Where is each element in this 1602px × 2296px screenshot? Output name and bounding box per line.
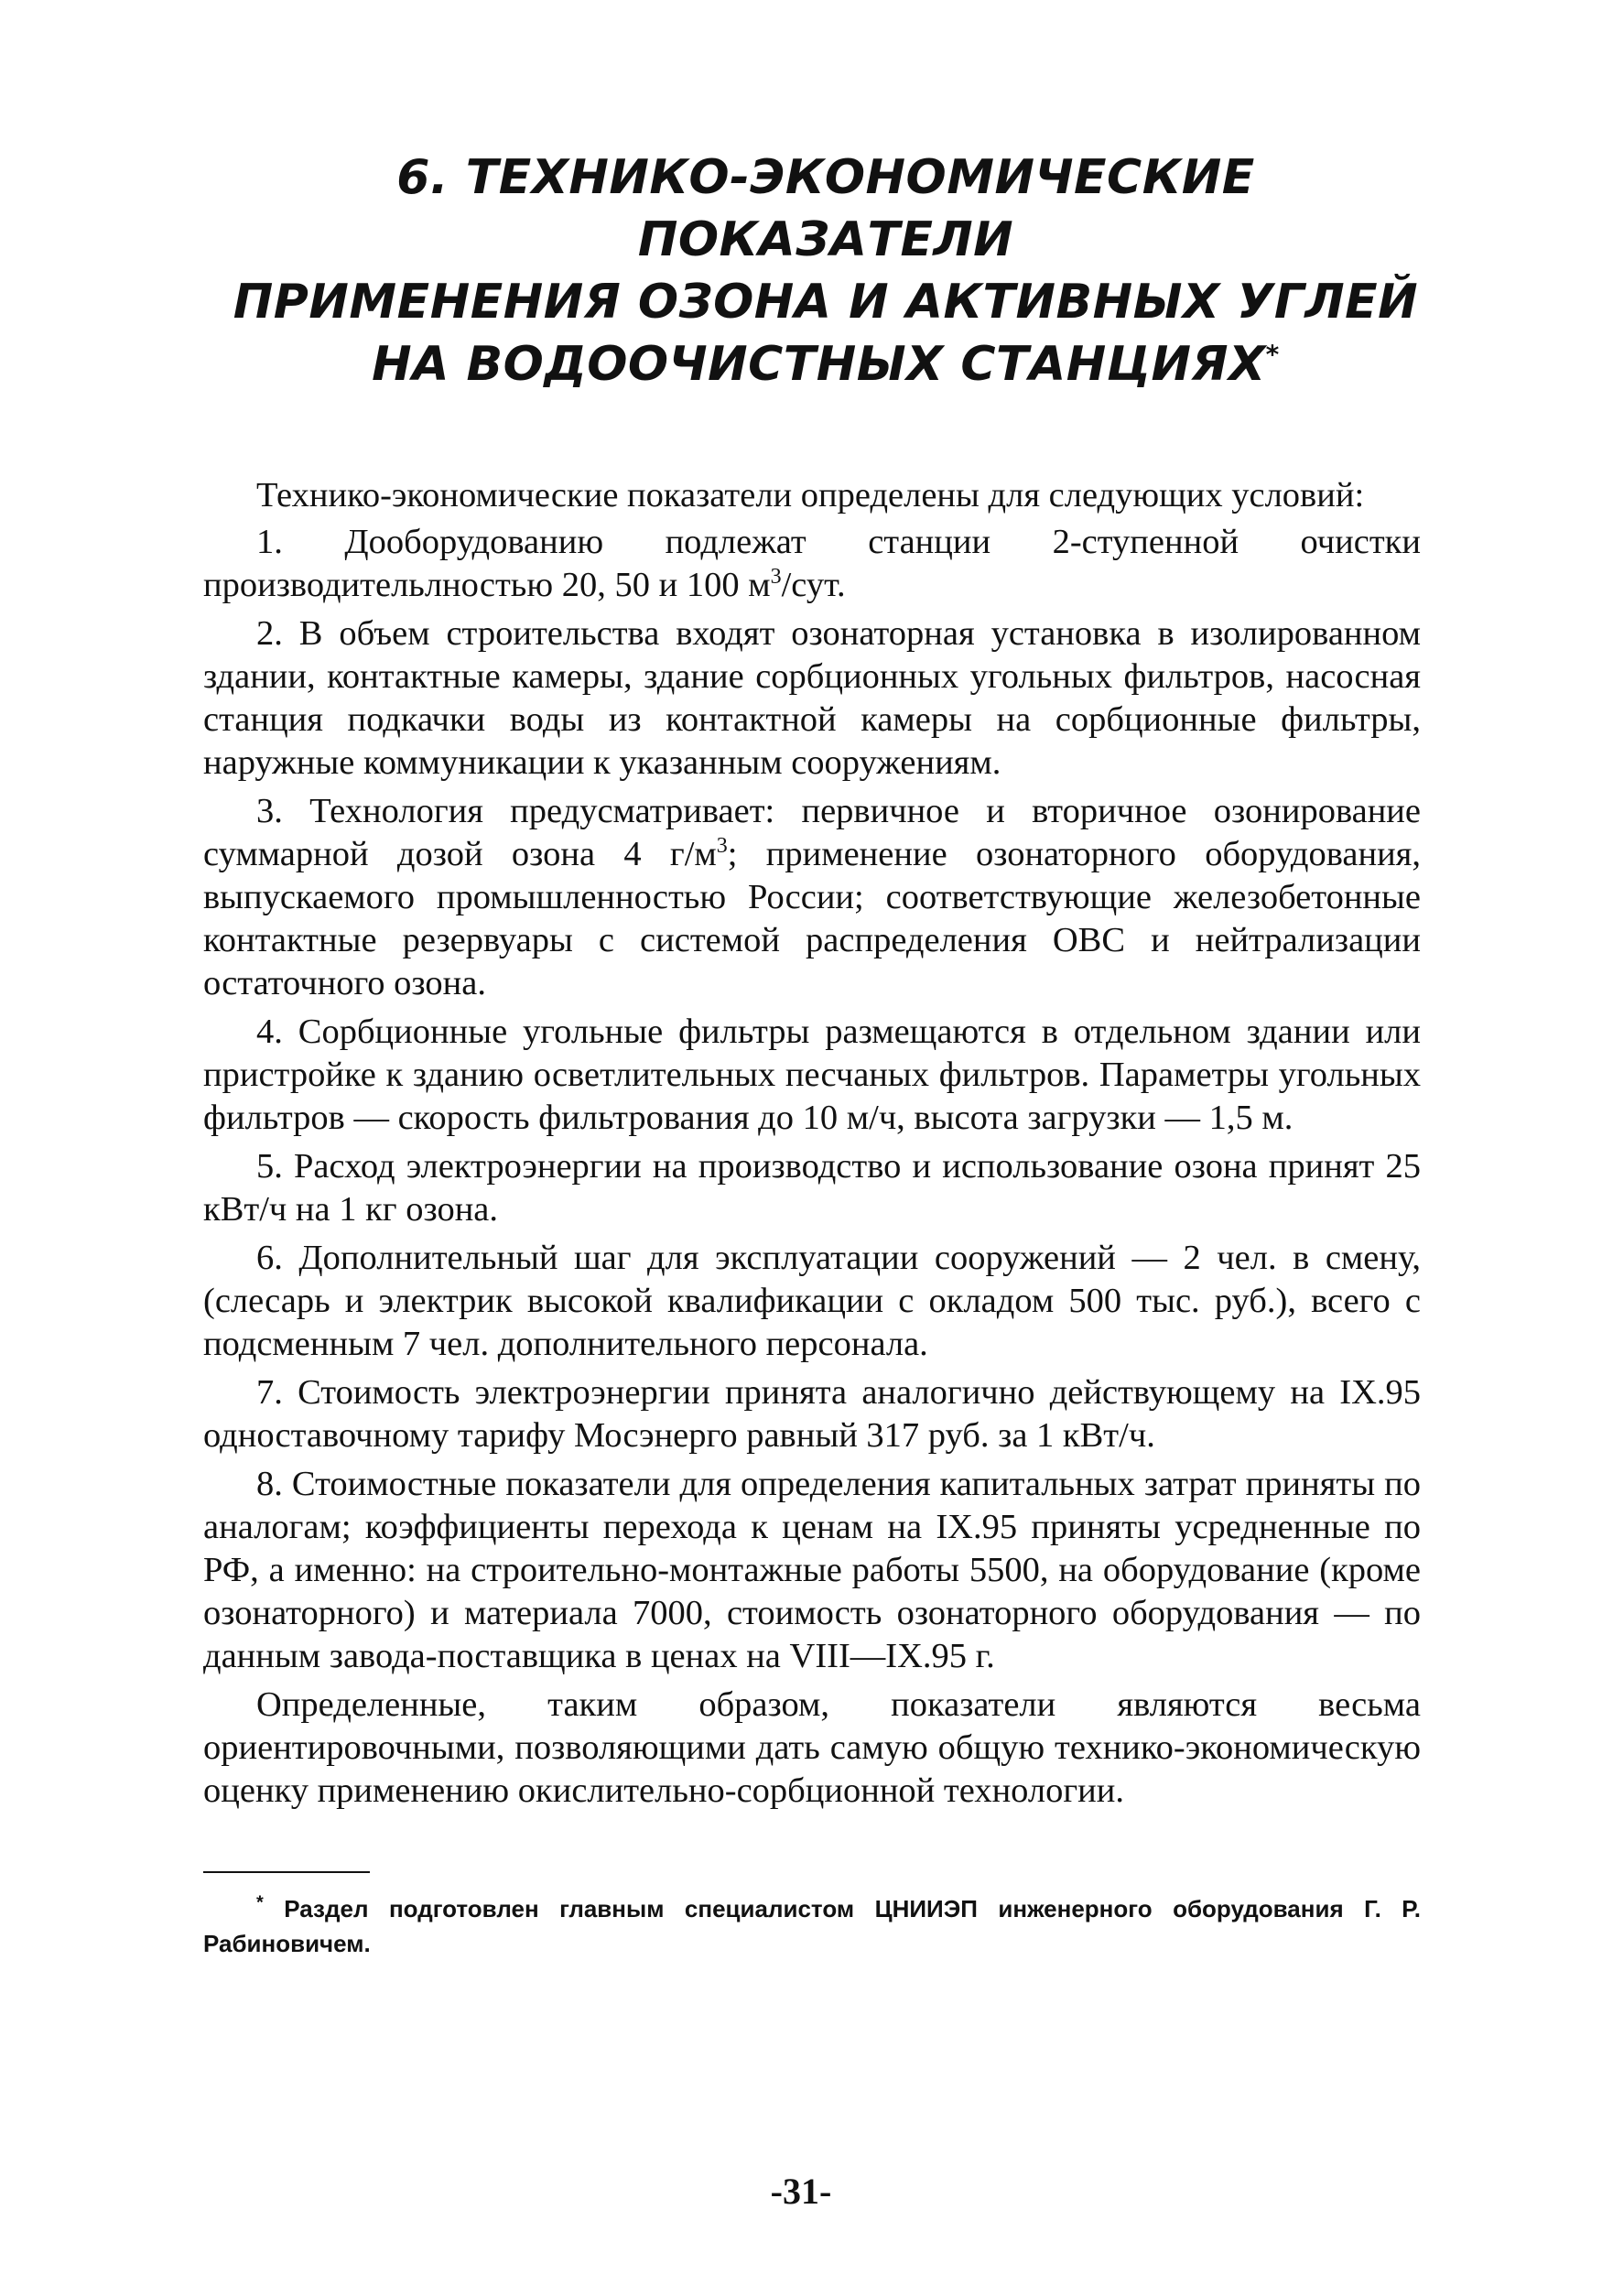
title-line-2: ПРИМЕНЕНИЯ ОЗОНА И АКТИВНЫХ УГЛЕЙ [233,275,1419,330]
item-3 [203,790,1421,1005]
item-6: 6. Дополнительный шаг для эксплуатации сооружений — 2 чел. в смену,(слесарь и электрик высокой квалификации с окладом 500 тыс. руб.), всего с подсменным 7 чел. дополнительного персонала. [203,1239,1421,1363]
footnote-text: Раздел подготовлен главным специалистом ЦНИИЭП инженерного оборудования Г. Р. Рабиновичем. [203,1895,1421,1957]
intro-paragraph: Технико-экономические показатели определены для следующих условий: [256,476,1365,514]
item-1 [203,521,1421,607]
conclusion-paragraph: Определенные, таким образом, показатели являются весьма ориентировочными, позволяющими дать самую общую технико-экономическую оценку применению окислительно-сорбционной технологии. [203,1685,1421,1810]
item-3-superscript: 3 [716,834,728,859]
title-line-1: 6. ТЕХНИКО-ЭКОНОМИЧЕСКИЕ ПОКАЗАТЕЛИ [396,150,1255,267]
item-1-superscript: 3 [770,565,782,590]
footnote [203,1891,1421,1961]
item-3-text: 3. Технология предусматривает: первичное и вторичное озонирование суммарной дозой озона 4 г/м [203,792,1421,873]
item-3-rest: ; применение озонаторного оборудования, выпускаемого промышленностью России; соответствующие железобетонные контактные резервуары с системой распределения ОВС и нейтрализации остаточного озона. [203,835,1421,1002]
page-number: -31- [770,2171,832,2212]
document-page [203,146,1421,1961]
item-1-text: 1. Дооборудованию подлежат станции 2-ступенной очистки производительлностью 20, 50 и 100 м [203,523,1421,604]
item-7: 7. Стоимость электроэнергии принята аналогично действующему на IX.95 одноставочному тарифу Мосэнерго равный 317 руб. за 1 кВт/ч. [203,1373,1421,1455]
item-8: 8. Стоимостные показатели для определения капитальных затрат приняты по аналогам; коэффициенты перехода к ценам на IX.95 приняты усредненные по РФ, а именно: на строительно-монтажные работы 5500, на оборудование (кроме озонаторного) и материала 7000, стоимость озонаторного оборудования — по данным завода-поставщика в ценах на VIII—IX.95 г. [203,1465,1421,1675]
footnote-mark: * [256,1892,264,1913]
footnote-divider [203,1871,370,1873]
title-line-3: НА ВОДООЧИСТНЫХ СТАНЦИЯХ [372,337,1266,392]
item-4: 4. Сорбционные угольные фильтры размещаются в отдельном здании или пристройке к зданию осветлительных песчаных фильтров. Параметры угольных фильтров — скорость фильтрования до 10 м/ч, высота загрузки — 1,5 м. [203,1013,1421,1137]
body-text [203,474,1421,1813]
section-title [203,146,1421,395]
item-5: 5. Расход электроэнергии на производство и использование озона принят 25 кВт/ч на 1 кг озона. [203,1147,1421,1229]
title-footnote-mark: * [1265,339,1280,370]
item-2: 2. В объем строительства входят озонаторная установка в изолированном здании, контактные камеры, здание сорбционных угольных фильтров, насосная станция подкачки воды из контактной камеры на сорбционные фильтры, наружные коммуникации к указанным сооружениям. [203,614,1421,782]
item-1-unit: /сут. [781,566,846,604]
